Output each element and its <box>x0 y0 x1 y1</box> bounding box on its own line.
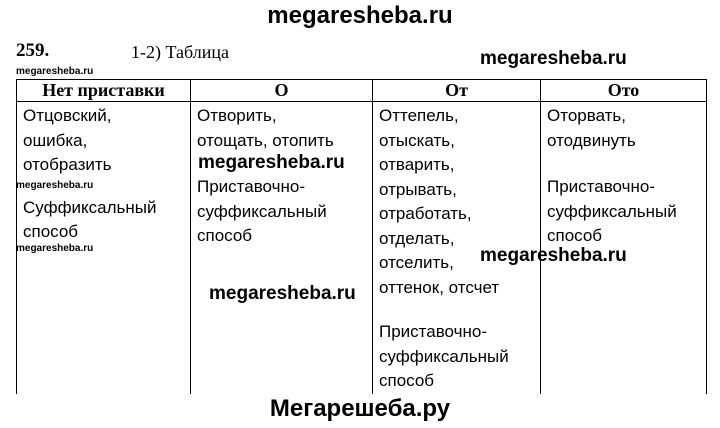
word: отрывать, <box>379 179 457 199</box>
method-text: способ <box>547 226 603 245</box>
word: отодвинуть <box>547 130 636 150</box>
word-table <box>16 79 707 394</box>
method-text: способ <box>23 222 79 241</box>
watermark-small-2: megaresheba.ru <box>16 180 94 191</box>
word: Отцовский, <box>23 106 112 125</box>
method-text: суффиксальный <box>197 201 327 221</box>
task-number: 259. <box>16 40 50 61</box>
watermark-mid-2: megaresheba.ru <box>198 152 345 173</box>
watermark-mid-3: megaresheba.ru <box>480 245 627 266</box>
watermark-mid-4: megaresheba.ru <box>209 283 356 304</box>
method-text: Приставочно- <box>379 322 488 341</box>
cell-o <box>191 102 373 395</box>
word: Оторвать, <box>547 106 627 125</box>
word: отобразить <box>23 155 112 174</box>
watermark-top: megaresheba.ru <box>267 2 453 29</box>
method-text: суффиксальный <box>547 201 677 221</box>
word: отыскать, <box>379 130 455 150</box>
header-ot: От <box>373 80 541 102</box>
watermark-bottom: Мегарешеба.ру <box>269 395 451 422</box>
word: ошибка, <box>23 130 88 150</box>
method-text: Суффиксальный <box>23 197 157 217</box>
header-o: О <box>191 80 373 102</box>
watermark-small-3: megaresheba.ru <box>16 243 94 254</box>
word: отселить, <box>379 253 454 272</box>
task-title: 1-2) Таблица <box>131 42 229 62</box>
method-text: Приставочно- <box>197 177 306 196</box>
watermark-mid-1: megaresheba.ru <box>480 48 627 69</box>
watermark-small-1: megaresheba.ru <box>16 66 94 77</box>
table-header-row <box>17 80 707 102</box>
method-text: Приставочно- <box>547 177 656 196</box>
header-no-prefix: Нет приставки <box>17 80 191 102</box>
word: оттенок, отсчет <box>379 277 500 297</box>
method-text: способ <box>197 226 253 245</box>
header-oto: Ото <box>541 80 707 102</box>
word: отработать, <box>379 204 472 223</box>
word: отварить, <box>379 155 455 174</box>
method-text: суффиксальный <box>379 346 509 366</box>
method-text: способ <box>379 371 435 390</box>
word: Оттепель, <box>379 106 459 125</box>
word: отделать, <box>379 228 455 248</box>
word: отощать, отопить <box>197 130 334 150</box>
word: Отворить, <box>197 106 277 125</box>
